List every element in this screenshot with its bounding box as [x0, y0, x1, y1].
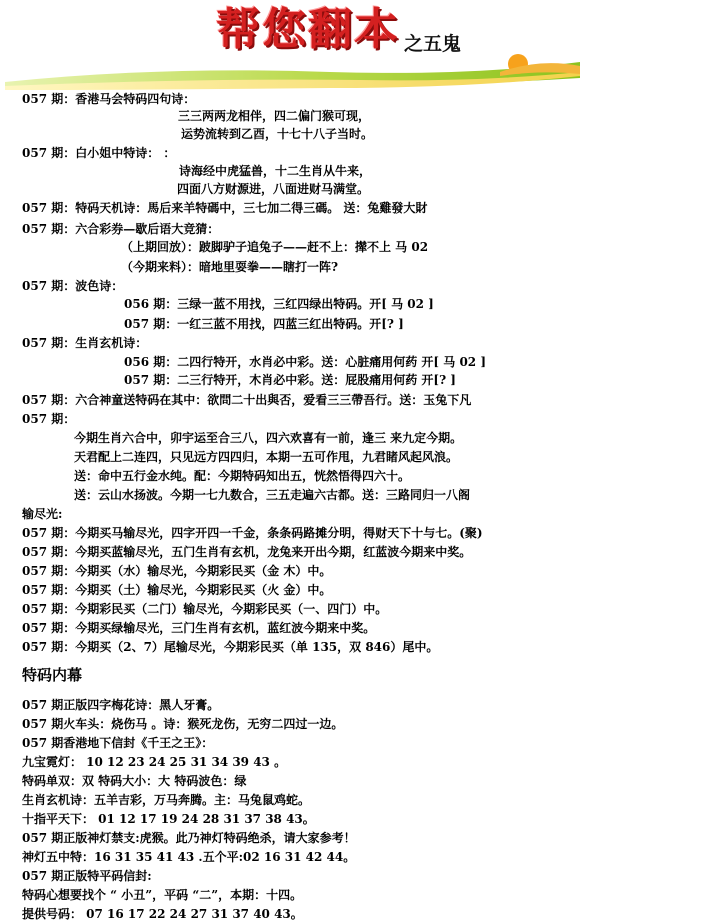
text-line: 057 期：一红三蓝不用找，四蓝三红出特码。开[? ] [124, 317, 404, 331]
text-line: 提供号码： 07 16 17 22 24 27 31 37 40 43。 [22, 907, 303, 921]
text-line: 057 期：特码天机诗：馬后来羊特碼中，三七加二得三碼。 送：兔雞發大財 [22, 201, 428, 215]
text-line: 057 期正版神灯禁支:虎猴。此乃神灯特码绝杀，请大家参考！ [22, 831, 356, 845]
text-line: 运势流转到乙酉，十七十八子当时。 [181, 127, 374, 141]
text-line: 057 期：今期彩民买（二门）输尽光，今期彩民买（一、四门）中。 [22, 602, 388, 616]
text-line: 057 期：生肖玄机诗： [22, 336, 148, 350]
text-line: 特码单双：双 特码大小：大 特码波色：绿 [22, 774, 247, 788]
text-line: 057 期正版特平码信封: [22, 869, 152, 883]
text-line: 057 期：今期买绿输尽光，三门生肖有玄机，蓝红波今期来中奖。 [22, 621, 376, 635]
text-line: 057 期：六合神童送特码在其中：欲問二十出與否，爱看三三帶吾行。送：玉兔下凡 [22, 393, 472, 407]
text-line: 057 期火车头：烧伤马 。诗：猴死龙伤，无穷二四过一边。 [22, 717, 344, 731]
text-line: 057 期：今期买（土）输尽光，今期彩民买（火 金）中。 [22, 583, 332, 597]
banner-title: 帮您翻本 [216, 4, 400, 55]
text-line: 057 期：六合彩券—歇后语大竞猜： [22, 222, 220, 236]
text-line: 057 期：香港马会特码四句诗： [22, 92, 196, 106]
text-line: （今期来料）：暗地里耍拳——瞎打一阵? [121, 260, 339, 274]
text-line: 057 期：今期买马输尽光，四字开四一千金，条条码路摊分明，得财天下十与七。(聚) [22, 526, 483, 540]
text-line: 057 期：波色诗： [22, 279, 124, 293]
text-line: 天君配上二连四，只见远方四四归，本期一五可作甩，九君睹风起风浪。 [74, 450, 459, 464]
text-line: （上期回放）：跛脚驴子追兔子——赶不上：撵不上 马 02 [121, 240, 429, 254]
text-line: 送：命中五行金水纯。配：今期特码知出五，恍然悟得四六十。 [74, 469, 411, 483]
text-line: 057 期：今期买（2、7）尾输尽光，今期彩民买（单 135，双 846）尾中。 [22, 640, 439, 654]
text-line: 诗海经中虎猛兽，十二生肖从牛来， [179, 164, 372, 178]
banner [0, 0, 720, 92]
section-heading: 特码内幕 [22, 666, 83, 684]
text-line: 057 期： [22, 412, 76, 426]
text-line: 057 期：白小姐中特诗： ： [22, 146, 176, 160]
text-line: 生肖玄机诗：五羊吉彩，万马奔腾。主：马兔鼠鸡蛇。 [22, 793, 311, 807]
text-line: 057 期：二三行特开，木肖必中彩。送：屁股痛用何药 开[? ] [124, 373, 456, 387]
text-line: 057 期：今期买（水）输尽光，今期彩民买（金 木）中。 [22, 564, 332, 578]
text-line: 057 期正版四字梅花诗：黑人牙膏。 [22, 698, 220, 712]
text-line: 送：云山水扬波。今期一七九数合，三五走遍六古都。送：三路同归一八阁 [74, 488, 471, 502]
text-line: 056 期：三绿一蓝不用找，三红四绿出特码。开[ 马 02 ] [124, 297, 434, 311]
text-line: 九宝霓灯： 10 12 23 24 25 31 34 39 43 。 [22, 755, 287, 769]
text-line: 十指平天下： 01 12 17 19 24 28 31 37 38 43。 [22, 812, 315, 826]
text-line: 057 期：今期买蓝输尽光，五门生肖有玄机，龙兔来开出今期，红蓝波今期来中奖。 [22, 545, 472, 559]
text-line: 057 期香港地下信封《千王之王》： [22, 736, 214, 750]
text-line: 三三两两龙相伴，四二偏门猴可现， [178, 109, 371, 123]
text-line: 今期生肖六合中，卯宇运至合三八，四六欢喜有一前，逢三 来九定今期。 [74, 431, 463, 445]
text-line: 神灯五中特：16 31 35 41 43 .五个平:02 16 31 42 44。 [22, 850, 356, 864]
banner-subtitle: 之五鬼 [404, 33, 462, 55]
text-line: 056 期：二四行特开，水肖必中彩。送：心脏痛用何药 开[ 马 02 ] [124, 355, 486, 369]
text-line: 输尽光: [22, 507, 63, 521]
text-line: 四面八方财源进，八面进财马满堂。 [177, 182, 370, 196]
text-line: 特码心想要找个 “ 小丑”，平码 “二”，本期：十四。 [22, 888, 303, 902]
